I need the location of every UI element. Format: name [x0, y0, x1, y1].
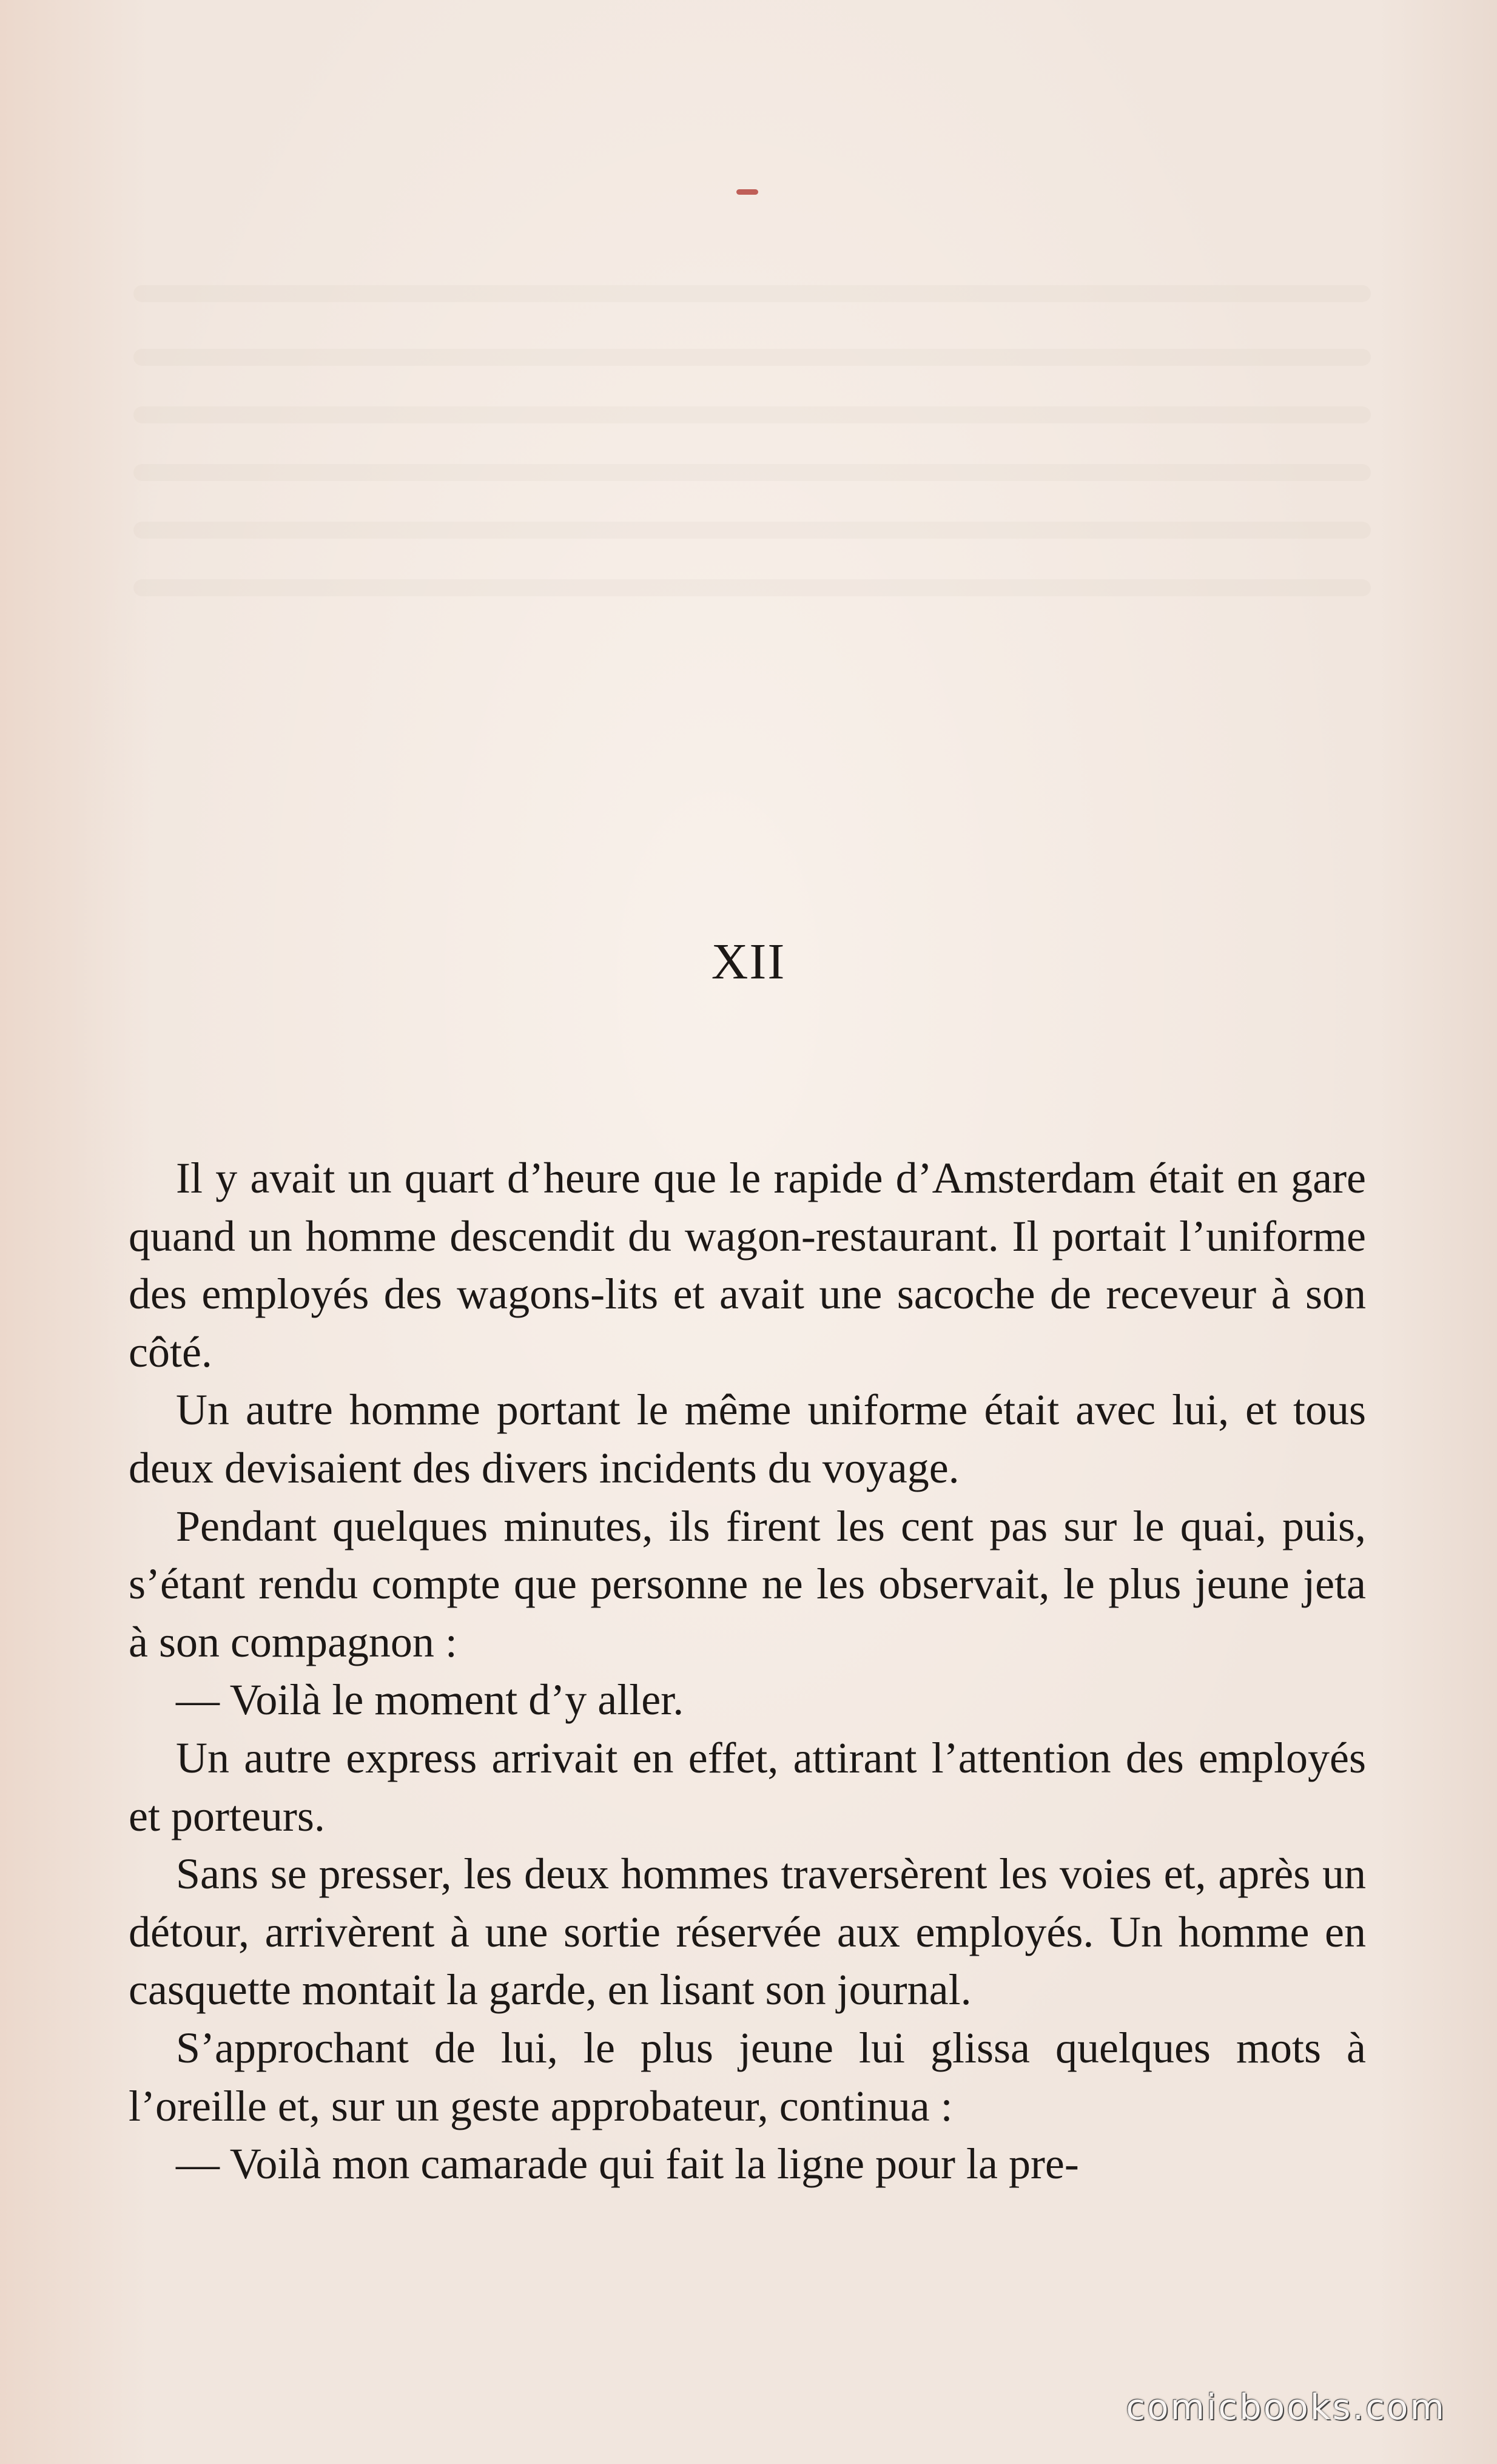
- chapter-number: XII: [711, 934, 786, 991]
- watermark: comicbooks.com: [1126, 2386, 1446, 2428]
- paragraph: Il y avait un quart d’heure que le rapide d’Amsterdam était en gare quand un homme descendit du wagon-restaurant. Il portait l’uniforme des employés des wagons-lits et avait une sacoche de receveur à son côté.: [129, 1154, 1366, 1376]
- paragraph: Un autre homme portant le même uniforme était avec lui, et tous deux devisaient des divers incidents du voyage.: [129, 1385, 1366, 1492]
- paragraph: — Voilà mon camarade qui fait la ligne pour la pre-: [176, 2139, 1079, 2189]
- show-through-line: [133, 285, 1371, 302]
- ink-mark: [736, 189, 758, 195]
- show-through-line: [133, 522, 1371, 539]
- paragraph: — Voilà le moment d’y aller.: [176, 1675, 684, 1725]
- paragraph: S’approchant de lui, le plus jeune lui glissa quelques mots à l’oreille et, sur un geste approbateur, continua :: [129, 2023, 1366, 2130]
- paragraph: Un autre express arrivait en effet, attirant l’attention des employés et porteurs.: [129, 1733, 1366, 1840]
- paragraph: Pendant quelques minutes, ils firent les cent pas sur le quai, puis, s’étant rendu compte que personne ne les observait, le plus jeune jeta à son compagnon :: [129, 1501, 1366, 1666]
- show-through-line: [133, 579, 1371, 596]
- paragraph: Sans se presser, les deux hommes traversèrent les voies et, après un détour, arrivèrent à une sortie réservée aux employés. Un homme en casquette montait la garde, en lisant son journal.: [129, 1850, 1366, 2015]
- show-through-line: [133, 406, 1371, 423]
- show-through-line: [133, 349, 1371, 366]
- show-through-line: [133, 464, 1371, 481]
- body-text: [129, 1150, 1366, 2193]
